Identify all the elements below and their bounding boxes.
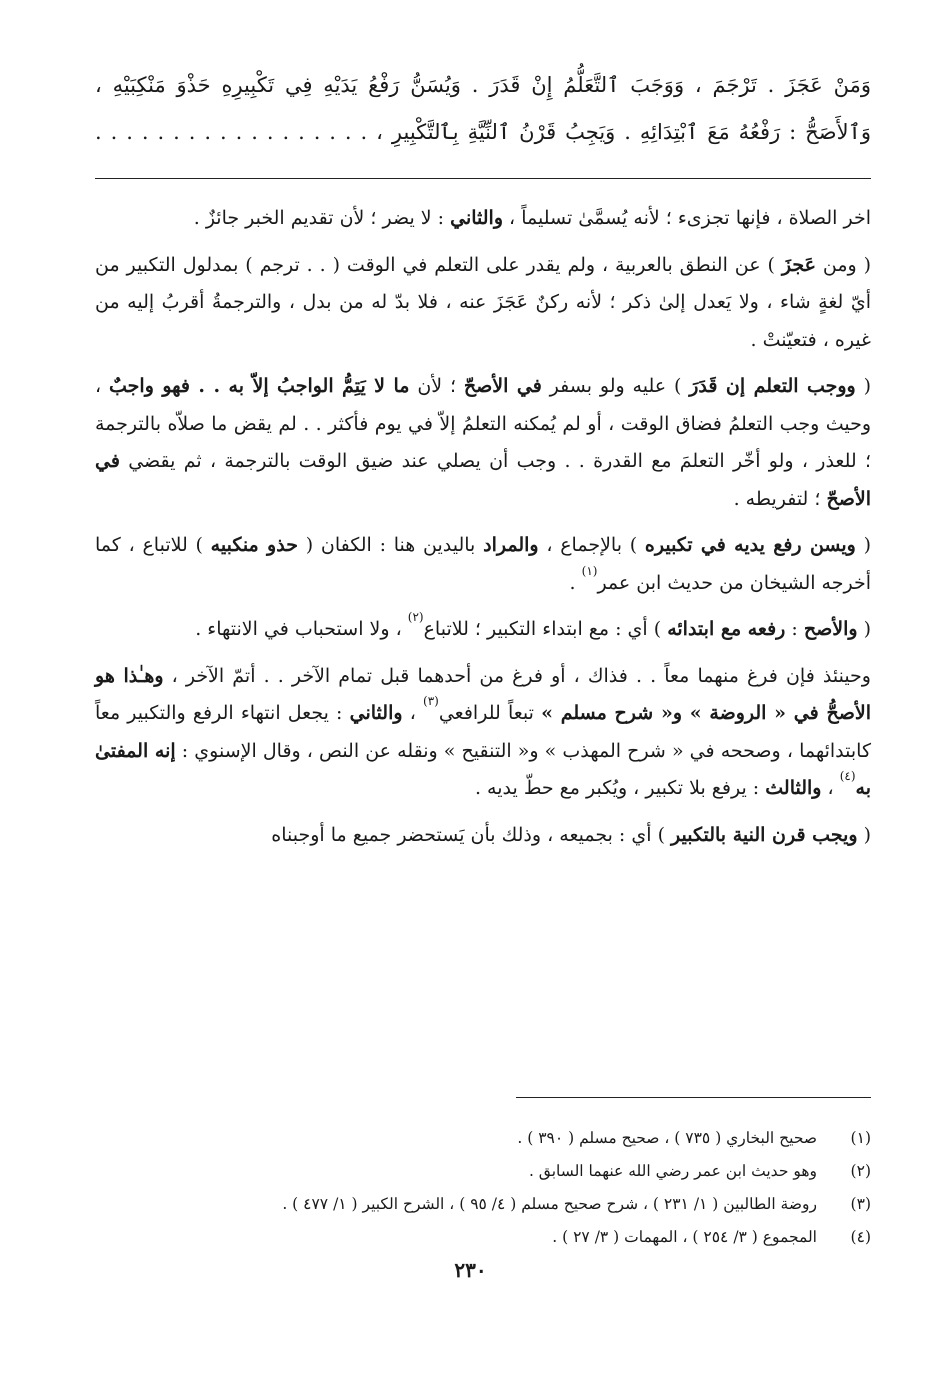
footnote-marker: (٣) [423, 694, 439, 708]
bold-phrase: والمراد [483, 534, 539, 556]
text-run: تبعاً للرافعي [438, 702, 542, 724]
matn-text [95, 62, 871, 156]
bold-phrase: وهـٰذا هو الأصحُّ في « الروضة » و« شرح مسلم » [95, 664, 871, 724]
footnote-number: (٣) [850, 1195, 871, 1213]
footnote-marker: (١) [581, 563, 598, 578]
text-run: : [785, 618, 804, 640]
text-run: ( [857, 618, 871, 640]
text-run: ، وحيث وجب التعلمُ فضاق الوقت ، أو لم يُمكنه التعلمُ إلاّ في يوم فأكثر . . لم يقض ما صلاّه بالترجمة ؛ للعذر ، ولو أخّر التعلمَ مع القدرة . . وجب أن يصلي عند ضيق الوقت بالترجمة ، ثم يقضي [95, 375, 872, 472]
commentary-paragraph [95, 368, 871, 518]
commentary-paragraph [95, 527, 871, 602]
footnote-text: المجموع ( ٣/ ٢٥٤ ) ، المهمات ( ٣/ ٢٧ ) . [552, 1228, 817, 1246]
footnote-marker: (٢) [407, 610, 424, 624]
matn-divider [95, 178, 871, 179]
bold-phrase: رفعه مع ابتدائه [667, 618, 786, 640]
footnote-marker: (٤) [839, 769, 856, 783]
matn-line: وَمَنْ عَجَزَ . تَرْجَمَ ، وَوَجَبَ ٱلتَّعَلُّمُ إِنْ قَدَرَ . وَيُسَنُّ رَفْعُ يَدَيْهِ فِي تَكْبِيرِهِ حَذْوَ مَنْكِبَيْهِ ، [95, 73, 871, 97]
footnote-text: روضة الطالبين ( ١/ ٢٣١ ) ، شرح صحيح مسلم ( ٤/ ٩٥ ) ، الشرح الكبير ( ١/ ٤٧٧ ) . [282, 1195, 817, 1213]
footnote-text: صحيح البخاري ( ٧٣٥ ) ، صحيح مسلم ( ٣٩٠ ) . [517, 1129, 817, 1147]
commentary-paragraph [95, 658, 871, 808]
text-run: اخر الصلاة ، فإنها تجزىء ؛ لأنه يُسمَّىٰ تسليماً ، [503, 207, 871, 229]
text-run: باليدين هنا : الكفان ( [297, 534, 484, 556]
commentary-paragraph [95, 247, 871, 360]
text-run: ) عن النطق بالعربية ، ولم يقدر على التعلم في الوقت ( . . ترجم ) بمدلول التكبير من أيّ لغةٍ شاء ، ولا يَعدل إلىٰ ذكر ؛ لأنه ركنٌ عَجَزَ عنه ، فلا بدّ له من بدل ، والترجمةُ أقربُ إليه من غيره ، فتعيّنتْ . [95, 253, 871, 351]
footnote-text: وهو حديث ابن عمر رضي الله عنهما السابق . [528, 1162, 817, 1180]
text-run: ( [855, 375, 872, 397]
bold-phrase: عَجزَ [781, 253, 816, 276]
footnote-divider [516, 1097, 871, 1098]
text-run: : يرفع بلا تكبير ، ويُكبر مع حطّ يديه . [474, 777, 766, 799]
bold-phrase: ووجب التعلم إن قَدَرَ [689, 375, 856, 397]
footnote [95, 1155, 871, 1188]
text-run: ، [402, 702, 424, 724]
footnote [95, 1221, 871, 1254]
text-run: ( ومن [815, 253, 871, 276]
bold-phrase: والأصح [803, 618, 858, 640]
text-run: ( [857, 823, 871, 846]
text-run: ؛ لأن [409, 375, 464, 397]
bold-phrase: حذو منكبيه [210, 534, 298, 556]
footnote-number: (١) [850, 1129, 871, 1147]
text-run: ( [855, 534, 871, 556]
text-run: ، ولا استحباب في الانتهاء . [195, 618, 408, 640]
bold-phrase: إنه المفتىٰ به [95, 739, 871, 799]
text-run: ، [821, 777, 840, 799]
text-run: . [569, 571, 582, 594]
bold-phrase: والثاني [450, 207, 503, 229]
text-run: ) عليه ولو بسفر [541, 375, 690, 397]
commentary-paragraph [95, 611, 871, 649]
commentary-paragraph [95, 200, 871, 238]
text-run: ) للاتباع ، كما أخرجه الشيخان من حديث ابن عمر [95, 534, 871, 594]
bold-phrase: ما لا يَتِمُّ الواجبُ إلاّ به . . فهو واجبٌ [109, 375, 410, 397]
commentary-paragraph [95, 817, 871, 855]
text-run: : يجعل انتهاء الرفع والتكبير معاً كابتدائهما ، وصححه في « شرح المهذب » و« التنقيح » ونقله عن النص ، وقال الإسنوي : [95, 702, 871, 762]
footnote-number: (٢) [850, 1162, 871, 1180]
footnote-number: (٤) [850, 1228, 871, 1246]
footnote [95, 1188, 871, 1221]
bold-phrase: في الأصحّ [463, 375, 542, 397]
footnotes [95, 1122, 871, 1254]
text-run: ؛ لتفريطه . [733, 487, 827, 510]
bold-phrase: ويسن رفع يديه في تكبيره [644, 534, 856, 556]
bold-phrase: والثاني [349, 702, 403, 724]
bold-phrase: ويجب قرن النية بالتكبير [671, 823, 858, 846]
text-run: ) بالإجماع ، [538, 534, 645, 556]
page-number: ٢٣٠ [454, 1258, 487, 1282]
matn-line: وَٱلأَصَحُّ : رَفْعُهُ مَعَ ٱبْتِدَائِهِ . وَيَجِبُ قَرْنُ ٱلنِّيَّةِ بِٱلتَّكْبِيرِ ، . . . . . . . . . . . . . . . . . . [95, 120, 871, 144]
bold-phrase: والثالث [765, 777, 822, 799]
bold-phrase: في الأصحّ [95, 450, 871, 510]
footnote [95, 1122, 871, 1155]
text-run: : لا يضر ؛ لأن تقديم الخبر جائزٌ . [193, 207, 451, 229]
text-run: وحينئذ فإن فرغ منهما معاً . . فذاك ، أو فرغ من أحدهما قبل تمام الآخر . . أتمّ الآخر ، [163, 664, 871, 687]
text-run: ) أي : مع ابتداء التكبير ؛ للاتباع [423, 618, 668, 640]
text-run: ) أي : بجميعه ، وذلك بأن يَستحضر جميع ما أوجبناه [271, 823, 672, 846]
commentary-body [95, 200, 871, 854]
